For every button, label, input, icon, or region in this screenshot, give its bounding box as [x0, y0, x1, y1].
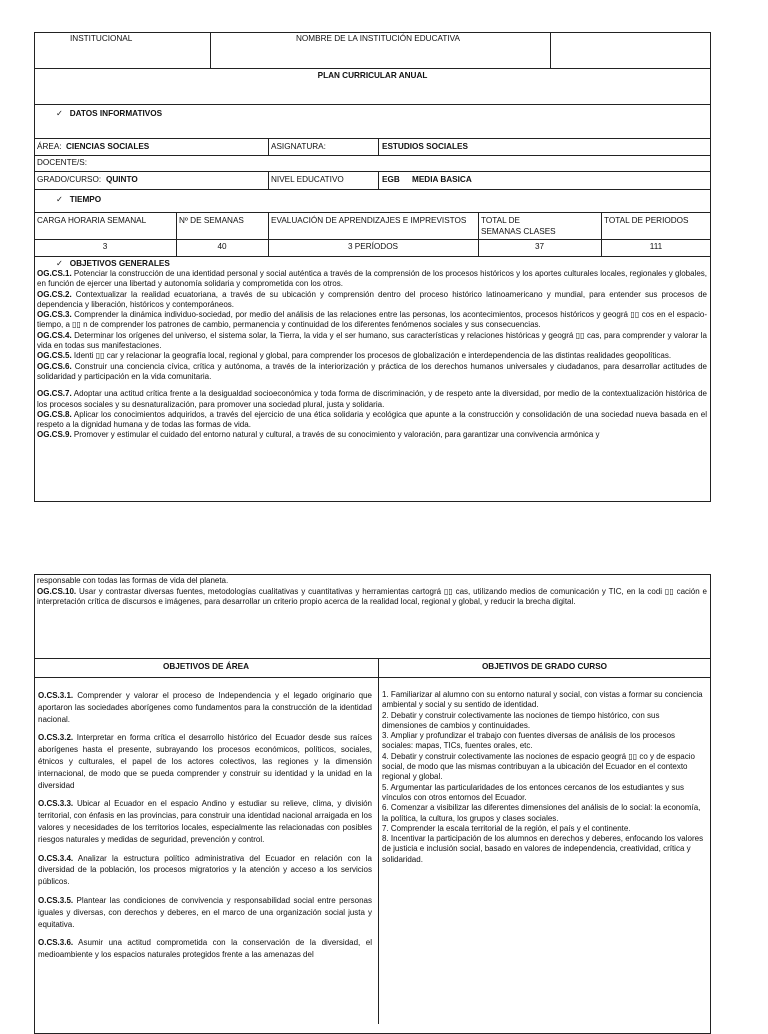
- datos-informativos-heading: [56, 109, 162, 119]
- objetivo-general-item: OG.CS.8. Aplicar los conocimientos adquiridos, a través del ejercicio de una ética solidaria y ecológica que apunte a la construcción y consolidación de una sociedad nueva basada en el respeto a la dignidad humana y de todas las formas de vida.: [37, 409, 707, 430]
- nivel-label: NIVEL EDUCATIVO: [271, 175, 344, 184]
- tiempo-title: TIEMPO: [69, 195, 102, 204]
- tiempo-header-semanas: Nº DE SEMANAS: [179, 216, 244, 225]
- col-divider: [210, 32, 211, 68]
- row-divider: [34, 68, 711, 69]
- tiempo-value-semanas-clases: 37: [534, 242, 545, 251]
- col-divider: [268, 212, 269, 256]
- objetivo-general-item: OG.CS.2. Contextualizar la realidad ecuatoriana, a través de su ubicación y comprensión dentro del proceso histórico latinoamericano y mundial, para entender sus procesos de dependencia y liberación, históricos y contemporáneos.: [37, 289, 707, 309]
- tiempo-header-semanas-clases: SEMANAS CLASES: [481, 227, 556, 236]
- area-value: CIENCIAS SOCIALES: [66, 142, 150, 151]
- objetivo-general-item: OG.CS.4. Determinar los orígenes del universo, el sistema solar, la Tierra, la vida y el ser humano, sus características y relaciones históricas y geográ ▯▯ cas, para comprender y valorar la vida en todas sus manifestaciones.: [37, 330, 707, 351]
- row-divider: [34, 189, 711, 190]
- objetivo-general-item: OG.CS.3. Comprender la dinámica individuo-sociedad, por medio del análisis de las relaciones entre las personas, los acontecimientos, procesos históricos y geográ ▯▯ cos en el espacio-tiempo, a ▯▯ n de comprender los patrones de cambio, permanencia y continuidad de los diferentes fenómenos sociales y sus consecuencias.: [37, 310, 707, 330]
- objetivo-grado-item: 6. Comenzar a visibilizar las diferentes dimensiones del análisis de lo social: la economía, la política, la cultura, los grupos y clases sociales.: [382, 803, 701, 823]
- col-divider: [601, 212, 602, 256]
- objetivo-grado-item: 3. Ampliar y profundizar el trabajo con fuentes diversas de análisis de los procesos sociales: mapas, TICs, fuentes orales, etc.: [382, 731, 676, 751]
- objetivos-generales-continuation: [37, 576, 707, 608]
- objetivo-grado-item: 7. Comprender la escala territorial de la región, el país y el continente.: [382, 823, 631, 833]
- objetivos-generales-list: [37, 269, 707, 441]
- col-divider: [378, 658, 379, 1024]
- tiempo-heading: [56, 195, 101, 205]
- row-divider: [34, 155, 711, 156]
- objetivo-area-item: O.CS.3.4. Analizar la estructura político administrativa del Ecuador en relación con la diversidad de la población, los procesos migratorios y la atención y acceso a los servicios públicos.: [38, 853, 372, 887]
- objetivo-general-continuation: responsable con todas las formas de vida del planeta.: [37, 576, 229, 585]
- objetivo-area-item: O.CS.3.6. Asumir una actitud comprometida con la conservación de la diversidad, el medioambiente y los espacios naturales protegidos frente a las amenazas del: [38, 938, 372, 960]
- row-divider: [34, 239, 711, 240]
- grado-value: QUINTO: [106, 175, 138, 184]
- objetivos-grado-list: [382, 690, 704, 865]
- asignatura-label: ASIGNATURA:: [271, 142, 326, 151]
- docente-label: DOCENTE/S:: [37, 158, 88, 167]
- objetivos-generales-heading: [56, 259, 170, 269]
- objetivo-general-item: OG.CS.9. Promover y estimular el cuidado del entorno natural y cultural, a través de su conocimiento y valoración, para garantizar una convivencia armónica y: [37, 430, 600, 440]
- col-divider: [378, 171, 379, 189]
- plan-title: PLAN CURRICULAR ANUAL: [317, 71, 428, 80]
- col-divider: [478, 212, 479, 256]
- row-divider: [34, 677, 711, 678]
- objetivo-grado-item: 1. Familiarizar al alumno con su entorno natural y social, con vistas a formar su conciencia ambiental y social y su sentido de identidad.: [382, 690, 703, 710]
- objetivo-grado-item: 4. Debatir y construir colectivamente las nociones de espacio geográ ▯▯ co y de espacio social, de modo que las mismas contribuyan a la ubicación del Ecuador en el contexto regional y global.: [382, 751, 695, 782]
- row-divider: [34, 256, 711, 257]
- objetivo-general-item: OG.CS.7. Adoptar una actitud crítica frente a la desigualdad socioeconómica y toda forma de discriminación, y de respeto ante la diversidad, por medio de la contextualización histórica de los procesos sociales y su desnaturalización, para promover una sociedad plural, justa y solidaria.: [37, 389, 707, 409]
- header-nombre-institucion: NOMBRE DE LA INSTITUCIÓN EDUCATIVA: [296, 34, 460, 43]
- header-institucional: INSTITUCIONAL: [70, 34, 133, 43]
- objetivos-generales-title: OBJETIVOS GENERALES: [69, 259, 170, 268]
- objetivos-grado-title: OBJETIVOS DE GRADO CURSO: [481, 662, 608, 671]
- check-icon: ✓: [56, 195, 63, 204]
- row-divider: [34, 212, 711, 213]
- row-divider: [34, 138, 711, 139]
- col-divider: [550, 32, 551, 68]
- nivel-value-media: MEDIA BASICA: [412, 175, 472, 184]
- tiempo-value-carga: 3: [102, 242, 108, 251]
- tiempo-value-semanas: 40: [217, 242, 227, 251]
- col-divider: [176, 212, 177, 256]
- objetivos-area-list: [38, 690, 372, 961]
- objetivo-area-item: O.CS.3.1. Comprender y valorar el proceso de Independencia y el legado originario que aportaron las sociedades aborígenes como fundamentos para la construcción de la identidad nacional.: [38, 691, 372, 724]
- row-divider: [34, 658, 711, 659]
- tiempo-value-evaluacion: 3 PERÍODOS: [347, 242, 399, 251]
- asignatura-value: ESTUDIOS SOCIALES: [382, 142, 468, 151]
- row-divider: [34, 171, 711, 172]
- objetivo-general-item: OG.CS.5. Identi ▯▯ car y relacionar la geografía local, regional y global, para comprender los procesos de globalización e interdependencia de las distintas realidades geopolíticas.: [37, 351, 672, 361]
- tiempo-header-total-periodos: TOTAL DE PERIODOS: [604, 216, 689, 225]
- col-divider: [268, 171, 269, 189]
- objetivo-area-item: O.CS.3.3. Ubicar al Ecuador en el espacio Andino y estudiar su relieve, clima, y división territorial, con énfasis en las provincias, para construir una identidad nacional arraigada en los valores y necesidades de los territorios locales, especialmente las relacionadas con posibles riesgos naturales y medidas de seguridad, prevención y control.: [38, 799, 372, 844]
- tiempo-value-total-periodos: 111: [649, 242, 663, 251]
- objetivo-grado-item: 5. Argumentar las particularidades de los entonces cercanos de los estudiantes y sus vínculos con otros entornos del Ecuador.: [382, 782, 684, 802]
- tiempo-header-evaluacion: EVALUACIÓN DE APRENDIZAJES E IMPREVISTOS: [271, 216, 467, 225]
- objetivos-area-title: OBJETIVOS DE ÁREA: [163, 662, 249, 671]
- datos-informativos-title: DATOS INFORMATIVOS: [69, 109, 163, 118]
- nivel-value-egb: EGB: [382, 175, 400, 184]
- objetivo-general-item: OG.CS.1. Potenciar la construcción de una identidad personal y social auténtica a través de la comprensión de los procesos históricos y los aportes culturales locales, regionales y globales, en función de ejercer una libertad y autonomía solidaria y comprometida con los otros.: [37, 269, 707, 289]
- objetivo-general-item: OG.CS.6. Construir una conciencia cívica, crítica y autónoma, a través de la interiorización y práctica de los derechos humanos universales y ciudadanos, para desarrollar actitudes de solidaridad y participación en la vida comunitaria.: [37, 361, 707, 381]
- objetivo-general-item: OG.CS.10. Usar y contrastar diversas fuentes, metodologías cualitativas y cuantitativas y herramientas cartográ ▯▯ cas, utilizando medios de comunicación y TIC, en la codi ▯▯ cación e interpretación crítica de discursos e imágenes, para desarrollar un criterio propio acerca de la realidad local, regional y global, y reducir la brecha digital.: [37, 586, 707, 607]
- col-divider: [268, 138, 269, 155]
- objetivo-grado-item: 8. Incentivar la participación de los alumnos en derechos y deberes, enfocando los valores de justicia e inclusión social, basado en valores de independencia, creatividad, crítica y solidaridad.: [382, 834, 704, 864]
- grado-label: GRADO/CURSO:: [37, 175, 102, 184]
- objetivo-grado-item: 2. Debatir y construir colectivamente las nociones de tiempo histórico, con sus dimensiones de cambios y continuidades.: [382, 710, 660, 730]
- objetivo-area-item: O.CS.3.2. Interpretar en forma crítica el desarrollo histórico del Ecuador desde sus raíces aborígenes hasta el presente, subrayando los procesos económicos, políticos, sociales, étnicos y culturales, el papel de los actores colectivos, las regiones y la dimensión internacional, de modo que se pueda comprender y construir su identidad y la unidad en la diversidad: [38, 733, 372, 790]
- check-icon: ✓: [56, 259, 63, 268]
- row-divider: [34, 104, 711, 105]
- tiempo-header-total-de: TOTAL DE: [481, 216, 520, 225]
- col-divider: [378, 138, 379, 155]
- objetivo-area-item: O.CS.3.5. Plantear las condiciones de convivencia y responsabilidad social entre personas iguales y diversas, con derechos y deberes, en el marco de una organización social justa y equitativa.: [38, 895, 372, 929]
- area-label: ÁREA:: [37, 142, 62, 151]
- tiempo-header-carga: CARGA HORARIA SEMANAL: [37, 216, 147, 225]
- check-icon: ✓: [56, 109, 63, 118]
